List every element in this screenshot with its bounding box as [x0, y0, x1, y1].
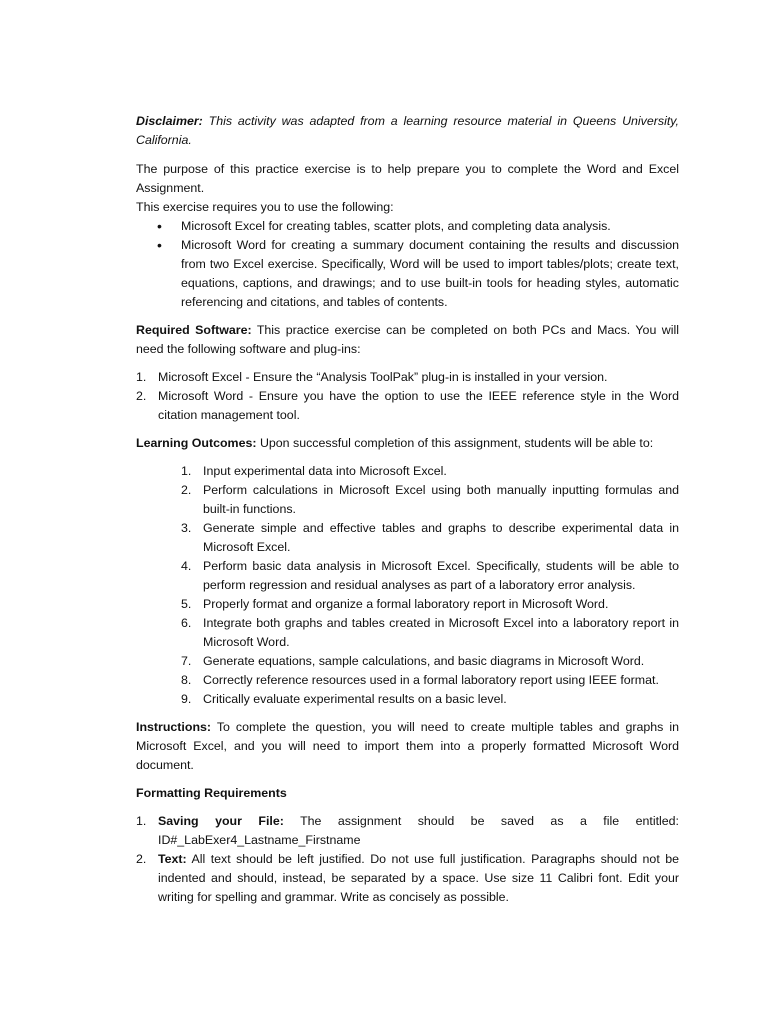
list-item: 2. Text: All text should be left justified. Do not use full justification. Paragraphs should not be indented and should, instead, be separated by a space. Use size 11 Calibri font. Edit your writing for spelling and grammar. Write as concisely as possible. [136, 852, 679, 904]
list-item: 9. Critically evaluate experimental results on a basic level. [181, 692, 507, 706]
disclaimer-text: This activity was adapted from a learning resource material in Queens University, California. [136, 114, 679, 147]
learning-outcomes-paragraph: Learning Outcomes: Upon successful completion of this assignment, students will be able to: [136, 436, 654, 450]
list-item: 4. Perform basic data analysis in Microsoft Excel. Specifically, students will be able to perform regression and residual analyses as part of a laboratory error analysis. [181, 559, 679, 592]
document-body [136, 112, 679, 907]
list-item: 2. Microsoft Word - Ensure you have the option to use the IEEE reference style in the Word citation management tool. [136, 389, 679, 422]
disclaimer-paragraph [136, 112, 679, 150]
required-software-paragraph: Required Software: This practice exercise can be completed on both PCs and Macs. You will need the following software and plug-ins: [136, 323, 679, 356]
requires-line: This exercise requires you to use the following: [136, 200, 394, 214]
formatting-list [136, 812, 679, 907]
spacer [136, 150, 679, 160]
formatting-heading: Formatting Requirements [136, 786, 287, 800]
learning-outcomes-list [136, 462, 679, 709]
required-software-label: Required Software: [136, 323, 252, 337]
list-item: 8. Correctly reference resources used in a formal laboratory report using IEEE format. [181, 673, 659, 687]
spacer [136, 709, 679, 718]
instructions-paragraph: Instructions: To complete the question, you will need to create multiple tables and graphs in Microsoft Excel, and you will need to import them into a properly formatted Microsoft Word document. [136, 720, 679, 772]
spacer [136, 453, 679, 462]
spacer [136, 312, 679, 321]
list-item: 1. Saving your File: The assignment should be saved as a file entitled: ID#_LabExer4_Lastname_Firstname [136, 814, 679, 847]
list-item: 6. Integrate both graphs and tables created in Microsoft Excel into a laboratory report in Microsoft Word. [181, 616, 679, 649]
software-uses-list [136, 217, 679, 312]
bullet-icon: • [157, 218, 162, 234]
spacer [136, 803, 679, 812]
list-item: 1. Microsoft Excel - Ensure the “Analysis ToolPak” plug-in is installed in your version. [136, 370, 608, 384]
bullet-icon: • [157, 237, 162, 253]
list-item: 5. Properly format and organize a formal laboratory report in Microsoft Word. [181, 597, 609, 611]
disclaimer-label: Disclaimer: [136, 114, 203, 128]
spacer [136, 425, 679, 434]
spacer [136, 775, 679, 784]
learning-outcomes-label: Learning Outcomes: [136, 436, 257, 450]
spacer [136, 359, 679, 368]
list-item: 7. Generate equations, sample calculations, and basic diagrams in Microsoft Word. [181, 654, 645, 668]
list-item: • Microsoft Word for creating a summary document containing the results and discussion from two Excel exercise. Specifically, Word will be used to import tables/plots; create text, equations, captions, and drawings; and to use built-in tools for heading styles, automatic referencing and citations, and tables of contents. [157, 237, 679, 309]
list-item: • Microsoft Excel for creating tables, scatter plots, and completing data analysis. [157, 218, 611, 234]
purpose-paragraph: The purpose of this practice exercise is to help prepare you to complete the Word and Excel Assignment. [136, 162, 679, 195]
list-item: 1. Input experimental data into Microsoft Excel. [181, 464, 447, 478]
list-item: 3. Generate simple and effective tables and graphs to describe experimental data in Microsoft Excel. [181, 521, 679, 554]
instructions-label: Instructions: [136, 720, 212, 734]
list-item: 2. Perform calculations in Microsoft Excel using both manually inputting formulas and built-in functions. [181, 483, 679, 516]
required-software-list [136, 368, 679, 425]
